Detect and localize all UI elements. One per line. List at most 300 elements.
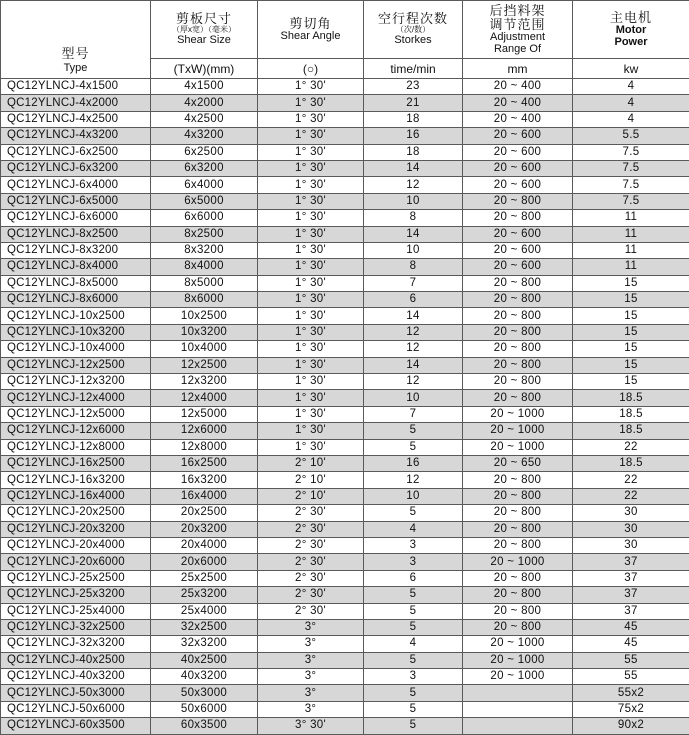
table-row [1,587,689,603]
backgauge-range-cell: 20 ~ 600 [463,128,573,144]
model-cell: QC12YLNCJ-20x3200 [1,521,151,537]
model-cell: QC12YLNCJ-12x5000 [1,406,151,422]
shear-angle-cell: 1° 30' [258,226,364,242]
backgauge-range-cell: 20 ~ 800 [463,521,573,537]
header-type-zh: 型号 [61,46,90,61]
backgauge-range-cell: 20 ~ 1000 [463,652,573,668]
motor-power-cell: 75x2 [573,701,689,717]
motor-power-cell: 18.5 [573,390,689,406]
shear-angle-cell: 1° 30' [258,357,364,373]
motor-power-cell: 30 [573,537,689,553]
model-cell: QC12YLNCJ-20x6000 [1,554,151,570]
motor-power-cell: 22 [573,472,689,488]
strokes-cell: 6 [364,570,463,586]
shear-angle-cell: 1° 30' [258,406,364,422]
shear-size-cell: 4x2500 [151,111,258,127]
shear-size-cell: 20x6000 [151,554,258,570]
motor-power-cell: 7.5 [573,144,689,160]
shear-size-cell: 16x4000 [151,488,258,504]
strokes-cell: 12 [364,472,463,488]
strokes-cell: 18 [364,144,463,160]
model-cell: QC12YLNCJ-4x2500 [1,111,151,127]
shear-size-cell: 32x3200 [151,636,258,652]
model-cell: QC12YLNCJ-50x6000 [1,701,151,717]
shear-size-cell: 6x3200 [151,160,258,176]
strokes-cell: 5 [364,718,463,734]
backgauge-range-cell: 20 ~ 800 [463,308,573,324]
shear-size-cell: 10x4000 [151,341,258,357]
header-strokes-en: Storkes [394,33,432,46]
backgauge-range-cell: 20 ~ 1000 [463,636,573,652]
shear-angle-cell: 2° 30' [258,587,364,603]
motor-power-cell: 7.5 [573,160,689,176]
shear-angle-cell: 3° [258,636,364,652]
strokes-cell: 14 [364,226,463,242]
model-cell: QC12YLNCJ-16x3200 [1,472,151,488]
shear-angle-cell: 3° [258,701,364,717]
backgauge-range-cell: 20 ~ 800 [463,341,573,357]
model-cell: QC12YLNCJ-32x2500 [1,619,151,635]
motor-power-cell: 22 [573,439,689,455]
shear-size-cell: 8x3200 [151,242,258,258]
table-row [1,128,689,144]
shear-size-cell: 12x6000 [151,423,258,439]
header-shear-size-en: Shear Size [177,33,231,46]
motor-power-cell: 4 [573,95,689,111]
shear-size-cell: 6x6000 [151,210,258,226]
model-cell: QC12YLNCJ-8x6000 [1,292,151,308]
strokes-cell: 12 [364,324,463,340]
strokes-cell: 5 [364,701,463,717]
strokes-cell: 14 [364,160,463,176]
motor-power-cell: 15 [573,324,689,340]
motor-power-cell: 15 [573,357,689,373]
model-cell: QC12YLNCJ-50x3000 [1,685,151,701]
table-row [1,341,689,357]
motor-power-cell: 37 [573,603,689,619]
strokes-cell: 5 [364,505,463,521]
shear-angle-cell: 1° 30' [258,177,364,193]
model-cell: QC12YLNCJ-6x5000 [1,193,151,209]
motor-power-cell: 37 [573,554,689,570]
table-row [1,537,689,553]
motor-power-cell: 37 [573,570,689,586]
strokes-cell: 5 [364,587,463,603]
strokes-cell: 7 [364,406,463,422]
backgauge-range-cell: 20 ~ 800 [463,505,573,521]
motor-power-cell: 30 [573,505,689,521]
shear-angle-cell: 2° 10' [258,455,364,471]
shear-size-cell: 10x3200 [151,324,258,340]
backgauge-range-cell: 20 ~ 600 [463,160,573,176]
motor-power-cell: 15 [573,275,689,291]
shear-size-cell: 20x2500 [151,505,258,521]
table-row [1,685,689,701]
table-row [1,111,689,127]
backgauge-range-cell: 20 ~ 800 [463,537,573,553]
model-cell: QC12YLNCJ-10x2500 [1,308,151,324]
table-row [1,439,689,455]
backgauge-range-cell: 20 ~ 800 [463,472,573,488]
backgauge-range-cell: 20 ~ 1000 [463,423,573,439]
motor-power-cell: 18.5 [573,455,689,471]
shear-angle-cell: 1° 30' [258,79,364,95]
table-row [1,701,689,717]
motor-power-cell: 15 [573,341,689,357]
motor-power-cell: 90x2 [573,718,689,734]
motor-power-cell: 11 [573,259,689,275]
model-cell: QC12YLNCJ-4x3200 [1,128,151,144]
strokes-cell: 5 [364,603,463,619]
unit-backgauge: mm [463,59,573,79]
backgauge-range-cell [463,685,573,701]
table-row [1,374,689,390]
model-cell: QC12YLNCJ-12x8000 [1,439,151,455]
model-cell: QC12YLNCJ-40x2500 [1,652,151,668]
strokes-cell: 8 [364,210,463,226]
shear-angle-cell: 1° 30' [258,308,364,324]
backgauge-range-cell: 20 ~ 400 [463,95,573,111]
backgauge-range-cell: 20 ~ 400 [463,79,573,95]
backgauge-range-cell: 20 ~ 600 [463,144,573,160]
strokes-cell: 4 [364,521,463,537]
table-row [1,423,689,439]
strokes-cell: 5 [364,439,463,455]
strokes-cell: 3 [364,669,463,685]
backgauge-range-cell: 20 ~ 800 [463,275,573,291]
shear-angle-cell: 2° 10' [258,488,364,504]
shear-size-cell: 6x4000 [151,177,258,193]
table-header [1,1,689,79]
strokes-cell: 16 [364,455,463,471]
shear-angle-cell: 3° [258,652,364,668]
strokes-cell: 10 [364,242,463,258]
model-cell: QC12YLNCJ-12x2500 [1,357,151,373]
backgauge-range-cell: 20 ~ 1000 [463,669,573,685]
model-cell: QC12YLNCJ-20x4000 [1,537,151,553]
header-strokes-zh-small: （次/数） [395,25,431,35]
backgauge-range-cell: 20 ~ 800 [463,193,573,209]
model-cell: QC12YLNCJ-16x4000 [1,488,151,504]
header-shear-angle-en: Shear Angle [280,29,341,42]
table-row [1,95,689,111]
model-cell: QC12YLNCJ-60x3500 [1,718,151,734]
header-strokes [364,1,463,59]
model-cell: QC12YLNCJ-6x6000 [1,210,151,226]
shear-angle-cell: 3° [258,669,364,685]
model-cell: QC12YLNCJ-6x4000 [1,177,151,193]
motor-power-cell: 45 [573,636,689,652]
model-cell: QC12YLNCJ-4x2000 [1,95,151,111]
model-cell: QC12YLNCJ-40x3200 [1,669,151,685]
shear-angle-cell: 3° 30' [258,718,364,734]
backgauge-range-cell: 20 ~ 1000 [463,406,573,422]
strokes-cell: 3 [364,537,463,553]
shear-size-cell: 8x6000 [151,292,258,308]
header-motor-zh: 主电机 [609,9,652,25]
motor-power-cell: 18.5 [573,423,689,439]
model-cell: QC12YLNCJ-25x4000 [1,603,151,619]
table-row [1,210,689,226]
header-motor-en2: Power [614,35,648,48]
shear-angle-cell: 1° 30' [258,193,364,209]
backgauge-range-cell: 20 ~ 800 [463,292,573,308]
strokes-cell: 5 [364,423,463,439]
header-row [1,1,689,59]
strokes-cell: 5 [364,619,463,635]
table-row [1,603,689,619]
backgauge-range-cell: 20 ~ 650 [463,455,573,471]
table-row [1,292,689,308]
motor-power-cell: 55 [573,652,689,668]
table-body [1,79,689,735]
shear-angle-cell: 2° 30' [258,537,364,553]
motor-power-cell: 37 [573,587,689,603]
shear-size-cell: 40x2500 [151,652,258,668]
motor-power-cell: 15 [573,374,689,390]
motor-power-cell: 11 [573,226,689,242]
backgauge-range-cell [463,718,573,734]
strokes-cell: 14 [364,357,463,373]
shear-size-cell: 6x2500 [151,144,258,160]
backgauge-range-cell: 20 ~ 800 [463,357,573,373]
header-motor-en1: Motor [615,23,647,36]
motor-power-cell: 11 [573,210,689,226]
table-row [1,160,689,176]
strokes-cell: 12 [364,341,463,357]
table-row [1,570,689,586]
shear-size-cell: 25x4000 [151,603,258,619]
table-row [1,472,689,488]
header-backgauge-en1: Adjustment [489,30,546,43]
motor-power-cell: 4 [573,79,689,95]
backgauge-range-cell: 20 ~ 800 [463,587,573,603]
shear-size-cell: 60x3500 [151,718,258,734]
shear-angle-cell: 1° 30' [258,292,364,308]
header-shear-size-zh: 剪板尺寸 [175,11,232,27]
model-cell: QC12YLNCJ-10x4000 [1,341,151,357]
motor-power-cell: 55x2 [573,685,689,701]
strokes-cell: 14 [364,308,463,324]
backgauge-range-cell: 20 ~ 800 [463,619,573,635]
backgauge-range-cell: 20 ~ 600 [463,177,573,193]
strokes-cell: 4 [364,636,463,652]
table-row [1,259,689,275]
backgauge-range-cell: 20 ~ 600 [463,242,573,258]
unit-shear-size: (TxW)(mm) [151,59,258,79]
backgauge-range-cell: 20 ~ 600 [463,226,573,242]
shear-angle-cell: 1° 30' [258,275,364,291]
model-cell: QC12YLNCJ-8x2500 [1,226,151,242]
unit-strokes: time/min [364,59,463,79]
model-cell: QC12YLNCJ-8x5000 [1,275,151,291]
table-row [1,193,689,209]
table-row [1,505,689,521]
shear-size-cell: 16x2500 [151,455,258,471]
motor-power-cell: 15 [573,292,689,308]
table-row [1,652,689,668]
unit-motor: kw [573,59,689,79]
table-row [1,242,689,258]
table-row [1,226,689,242]
table-row [1,324,689,340]
strokes-cell: 21 [364,95,463,111]
shear-size-cell: 12x4000 [151,390,258,406]
backgauge-range-cell: 20 ~ 800 [463,210,573,226]
shear-angle-cell: 2° 30' [258,603,364,619]
shear-angle-cell: 2° 30' [258,505,364,521]
shear-angle-cell: 2° 10' [258,472,364,488]
backgauge-range-cell: 20 ~ 800 [463,603,573,619]
shear-size-cell: 32x2500 [151,619,258,635]
shear-size-cell: 25x2500 [151,570,258,586]
table-row [1,669,689,685]
shear-size-cell: 20x3200 [151,521,258,537]
header-shear-angle [258,1,364,59]
table-row [1,390,689,406]
motor-power-cell: 22 [573,488,689,504]
backgauge-range-cell: 20 ~ 800 [463,390,573,406]
table-row [1,275,689,291]
shear-size-cell: 12x5000 [151,406,258,422]
table-row [1,308,689,324]
backgauge-range-cell: 20 ~ 800 [463,324,573,340]
shear-size-cell: 16x3200 [151,472,258,488]
model-cell: QC12YLNCJ-12x3200 [1,374,151,390]
table-row [1,406,689,422]
shear-angle-cell: 2° 30' [258,554,364,570]
shear-size-cell: 4x2000 [151,95,258,111]
shear-angle-cell: 1° 30' [258,324,364,340]
strokes-cell: 10 [364,390,463,406]
model-cell: QC12YLNCJ-32x3200 [1,636,151,652]
shear-size-cell: 50x3000 [151,685,258,701]
header-strokes-zh: 空行程次数 [377,11,448,27]
header-shear-size [151,1,258,59]
table-row [1,619,689,635]
strokes-cell: 5 [364,685,463,701]
table-row [1,79,689,95]
backgauge-range-cell: 20 ~ 800 [463,570,573,586]
shear-size-cell: 8x2500 [151,226,258,242]
motor-power-cell: 7.5 [573,193,689,209]
shear-angle-cell: 1° 30' [258,160,364,176]
shear-angle-cell: 1° 30' [258,128,364,144]
unit-shear-angle: (○) [258,59,364,79]
table-row [1,357,689,373]
model-cell: QC12YLNCJ-6x2500 [1,144,151,160]
shear-angle-cell: 2° 30' [258,521,364,537]
motor-power-cell: 30 [573,521,689,537]
backgauge-range-cell [463,701,573,717]
backgauge-range-cell: 20 ~ 800 [463,374,573,390]
shear-angle-cell: 3° [258,685,364,701]
model-cell: QC12YLNCJ-12x4000 [1,390,151,406]
shear-angle-cell: 1° 30' [258,341,364,357]
shear-size-cell: 4x3200 [151,128,258,144]
strokes-cell: 10 [364,193,463,209]
header-backgauge-en2: Range Of [493,42,542,55]
motor-power-cell: 15 [573,308,689,324]
model-cell: QC12YLNCJ-8x4000 [1,259,151,275]
shear-size-cell: 4x1500 [151,79,258,95]
motor-power-cell: 11 [573,242,689,258]
strokes-cell: 7 [364,275,463,291]
model-cell: QC12YLNCJ-20x2500 [1,505,151,521]
motor-power-cell: 4 [573,111,689,127]
shear-angle-cell: 3° [258,619,364,635]
motor-power-cell: 5.5 [573,128,689,144]
strokes-cell: 16 [364,128,463,144]
shear-size-cell: 12x8000 [151,439,258,455]
shear-angle-cell: 2° 30' [258,570,364,586]
motor-power-cell: 7.5 [573,177,689,193]
table-row [1,488,689,504]
strokes-cell: 18 [364,111,463,127]
header-type-en: Type [63,62,88,74]
strokes-cell: 10 [364,488,463,504]
model-cell: QC12YLNCJ-4x1500 [1,79,151,95]
backgauge-range-cell: 20 ~ 400 [463,111,573,127]
shear-size-cell: 6x5000 [151,193,258,209]
header-motor [573,1,689,59]
backgauge-range-cell: 20 ~ 800 [463,488,573,504]
backgauge-range-cell: 20 ~ 1000 [463,439,573,455]
model-cell: QC12YLNCJ-8x3200 [1,242,151,258]
shear-size-cell: 8x4000 [151,259,258,275]
shear-size-cell: 50x6000 [151,701,258,717]
shear-size-cell: 12x2500 [151,357,258,373]
backgauge-range-cell: 20 ~ 1000 [463,554,573,570]
header-backgauge-zh1: 后挡料架 [489,2,546,18]
header-backgauge [463,1,573,59]
strokes-cell: 12 [364,374,463,390]
shear-angle-cell: 1° 30' [258,111,364,127]
model-cell: QC12YLNCJ-25x2500 [1,570,151,586]
strokes-cell: 23 [364,79,463,95]
shear-size-cell: 10x2500 [151,308,258,324]
shear-angle-cell: 1° 30' [258,259,364,275]
strokes-cell: 6 [364,292,463,308]
table-row [1,144,689,160]
motor-power-cell: 55 [573,669,689,685]
model-cell: QC12YLNCJ-16x2500 [1,455,151,471]
header-shear-angle-zh: 剪切角 [289,15,332,31]
table-row [1,521,689,537]
header-backgauge-zh2: 调节范围 [489,16,546,32]
table-row [1,177,689,193]
shear-angle-cell: 1° 30' [258,242,364,258]
shear-size-cell: 20x4000 [151,537,258,553]
strokes-cell: 8 [364,259,463,275]
shear-angle-cell: 1° 30' [258,390,364,406]
model-cell: QC12YLNCJ-12x6000 [1,423,151,439]
strokes-cell: 3 [364,554,463,570]
strokes-cell: 5 [364,652,463,668]
shear-size-cell: 12x3200 [151,374,258,390]
shear-angle-cell: 1° 30' [258,423,364,439]
model-cell: QC12YLNCJ-25x3200 [1,587,151,603]
shear-angle-cell: 1° 30' [258,95,364,111]
model-cell: QC12YLNCJ-10x3200 [1,324,151,340]
shear-size-cell: 8x5000 [151,275,258,291]
table-row [1,455,689,471]
shear-angle-cell: 1° 30' [258,210,364,226]
shear-size-cell: 25x3200 [151,587,258,603]
model-cell: QC12YLNCJ-6x3200 [1,160,151,176]
shear-angle-cell: 1° 30' [258,144,364,160]
strokes-cell: 12 [364,177,463,193]
